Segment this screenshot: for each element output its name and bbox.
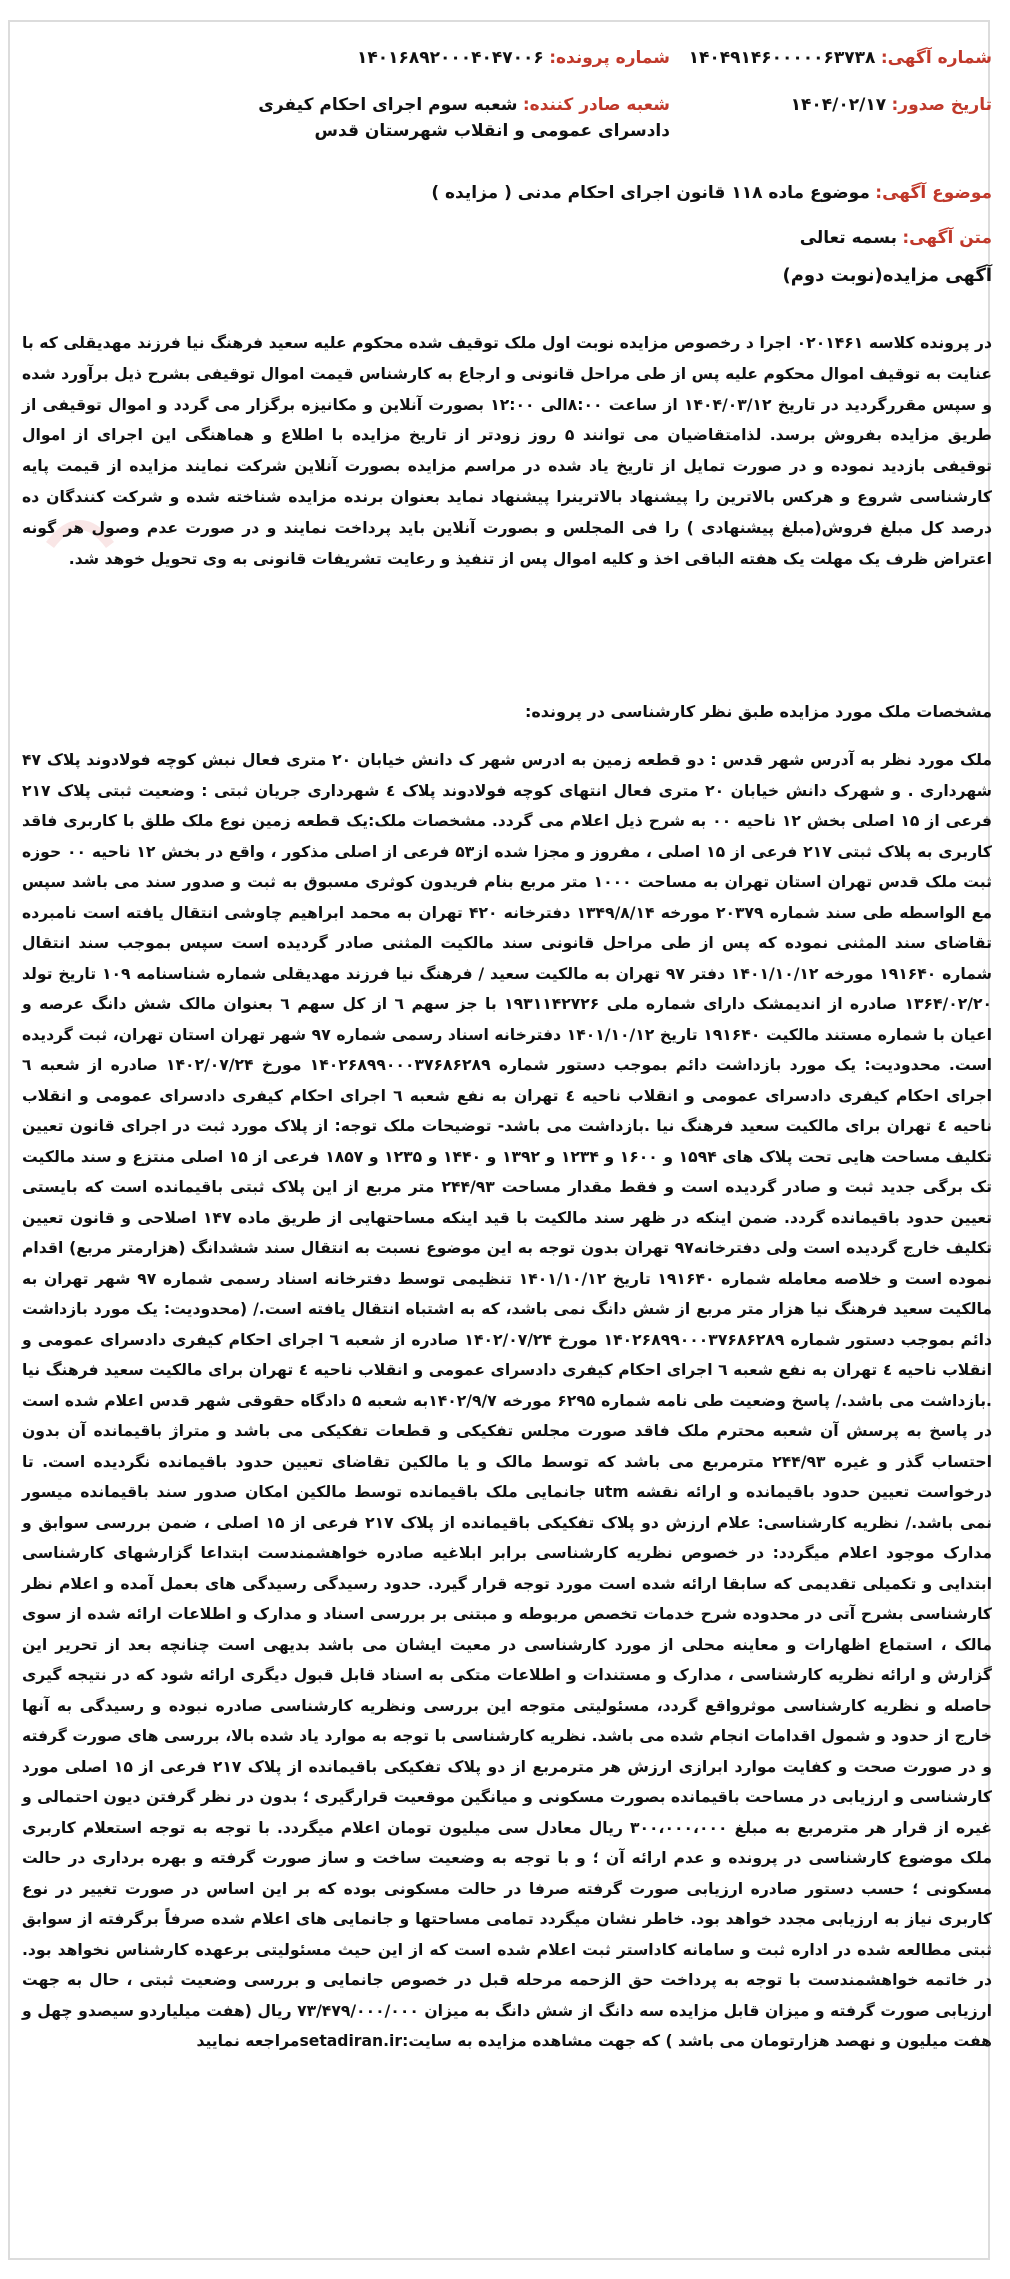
subject-row	[431, 180, 992, 206]
case-number-value: ۱۴۰۱۶۸۹۲۰۰۰۴۰۴۷۰۰۶	[357, 48, 544, 68]
subject-label: موضوع آگهی:	[875, 183, 992, 203]
text-label-row	[800, 225, 992, 251]
text-label: متن آگهی:	[902, 228, 992, 248]
specs-paragraph: ملک مورد نظر به آدرس شهر قدس : دو قطعه زمین به ادرس شهر ک دانش خیابان ۲۰ متری فعال نبش کوچه فولادوند پلاک ۴۷ شهرداری . و شهرک دانش خیابان ۲۰ متری فعال انتهای کوچه فولادوند پلاک ٤ شهرداری جریان ثبتی : وضعیت ثبتی پلاک ۲۱۷ فرعی از ۱۵ اصلی بخش ۱۲ ناحیه ۰۰ به شرح ذیل اعلام می گردد. مشخصات ملک:یک قطعه زمین نوع ملک طلق با کاربری فاقد کاربری به پلاک ثبتی ۲۱۷ فرعی از ۱۵ اصلی ، مفروز و مجزا شده از۵۳ فرعی از اصلی مذکور ، واقع در بخش ۱۲ ناحیه ۰۰ حوزه ثبت ملک قدس تهران استان تهران به مساحت ۱۰۰۰ متر مربع بنام فریدون کوثری مسبوق به ثبت و صدور سند می باشد سپس مع الواسطه طی سند شماره ۲۰۳۷۹ مورخه ۱۳۴۹/۸/۱۴ دفترخانه ۴۲۰ تهران به محمد ابراهیم چاوشی انتقال یافته است نامبرده تقاضای سند المثنی نموده که پس از طی مراحل قانونی سند مالکیت المثنی صادر گردیده است سپس بموجب سند انتقال شماره ۱۹۱۶۴۰ مورخه ۱۴۰۱/۱۰/۱۲ دفتر ۹۷ تهران به مالکیت سعید / فرهنگ نیا فرزند مهدیقلی شماره شناسنامه ۱۰۹ تاریخ تولد ۱۳۶۴/۰۲/۲۰ صادره از اندیمشک دارای شماره ملی ۱۹۳۱۱۴۲۷۲۶ با جز سهم ٦ از کل سهم ٦ بعنوان مالک شش دانگ عرصه و اعیان با شماره مستند مالکیت ۱۹۱۶۴۰ تاریخ ۱۴۰۱/۱۰/۱۲ دفترخانه اسناد رسمی شماره ۹۷ شهر تهران استان تهران، ثبت گردیده است. محدودیت: یک مورد بازداشت دائم بموجب دستور شماره ۱۴۰۲۶۸۹۹۰۰۰۳۷۶۸۶۲۸۹ مورخ ۱۴۰۲/۰۷/۲۴ صادره از شعبه ٦ اجرای احکام کیفری دادسرای عمومی و انقلاب ناحیه ٤ تهران به نفع شعبه ٦ اجرای احکام کیفری دادسرای عمومی و انقلاب ناحیه ٤ تهران برای مالکیت سعید فرهنگ نیا .بازداشت می باشد- توضیحات ملک توجه: از پلاک مورد ثبت در اجرای قانون تعیین تکلیف مساحت هایی تحت پلاک های ۱۵۹۴ و ۱۶۰۰ و ۱۲۳۴ و ۱۳۹۲ و ۱۴۴۰ و ۱۲۳۵ و ۱۸۵۷ فرعی از ۱۵ اصلی منتزع و سند مالکیت تک برگی جدید ثبت و صادر گردیده است و فقط مقدار مساحت ۲۴۴/۹۳ متر مربع از این پلاک ثبتی باقیمانده است که بایستی تعیین حدود باقیمانده گردد. ضمن اینکه در ظهر سند مالکیت با قید اینکه مساحتهایی از طریق ماده ۱۴۷ اصلاحی و قانون تعیین تکلیف خارج گردیده است ولی دفترخانه۹۷ تهران بدون توجه به این موضوع نسبت به انتقال سند ششدانگ (هزارمتر مربع) اقدام نموده است و خلاصه معامله شماره ۱۹۱۶۴۰ تاریخ ۱۴۰۱/۱۰/۱۲ تنظیمی توسط دفترخانه اسناد رسمی شماره ۹۷ شهر تهران به مالکیت سعید فرهنگ نیا هزار متر مربع از شش دانگ نمی باشد، که به اشتباه انتقال یافته است./ (محدودیت: یک مورد بازداشت دائم بموجب دستور شماره ۱۴۰۲۶۸۹۹۰۰۰۳۷۶۸۶۲۸۹ مورخ ۱۴۰۲/۰۷/۲۴ صادره از شعبه ٦ اجرای احکام کیفری دادسرای عمومی و انقلاب ناحیه ٤ تهران به نفع شعبه ٦ اجرای احکام کیفری دادسرای عمومی و انقلاب ناحیه ٤ تهران برای مالکیت سعید فرهنگ نیا .بازداشت می باشد./ پاسخ وضعیت طی نامه شماره ۶۲۹۵ مورخه ۱۴۰۲/۹/۷به شعبه ۵ دادگاه حقوقی شهر قدس اعلام شده است در پاسخ به پرسش آن شعبه محترم ملک فاقد صورت مجلس تفکیکی و قطعات تفکیکی می باشد و متراژ باقیمانده آن بدون احتساب گذر و غیره ۲۴۴/۹۳ مترمربع می باشد که توسط مالک و یا مالکین تقاضای تعیین حدود باقیمانده نگردیده است. تا درخواست تعیین حدود باقیمانده و ارائه نقشه utm جانمایی ملک باقیمانده توسط مالکین امکان صدور سند باقیمانده میسور نمی باشد./ نظریه کارشناسی: علام ارزش دو پلاک تفکیکی باقیمانده از پلاک ۲۱۷ فرعی از ۱۵ اصلی ، ضمن بررسی سوابق و مدارک موجود اعلام میگردد: در خصوص نظریه کارشناسی برابر ابلاغیه صادره خواهشمندست ابتداعا گزارشهای کارشناسی ابتدایی و تکمیلی تقدیمی که سابقا ارائه شده است مورد توجه قرار گیرد. حدود رسیدگی رسیدگی های بعمل آمده و اعلام نظر کارشناسی بشرح آتی در محدوده شرح خدمات تخصص مربوطه و مبتنی بر بررسی اسناد و مدارک و اطلاعات ارائه شده از سوی مالک ، استماع اظهارات و معاینه محلی از مورد کارشناسی در معیت ایشان می باشد بدیهی است چنانچه بعد از تحریر این گزارش و ارائه نظریه کارشناسی ، مدارک و مستندات و اطلاعات متکی به اسناد قابل قبول دیگری ارائه شود که در نتیجه گیری حاصله و نظریه کارشناسی موثرواقع گردد، مسئولیتی متوجه این بررسی ونظریه کارشناسی صادره نبوده و رسیدگی به آنها خارج از حدود و شمول اقدامات انجام شده می باشد. نظریه کارشناسی با توجه به موارد یاد شده بالا، بررسی های صورت گرفته و در صورت صحت و کفایت موارد ابرازی ارزش هر مترمربع از دو پلاک تفکیکی باقیمانده از پلاک ۲۱۷ فرعی از ۱۵ اصلی مورد کارشناسی و ارزیابی در مساحت باقیمانده بصورت مسکونی و میانگین موقعیت قرارگیری ؛ بدون در نظر گرفتن دیون احتمالی و غیره از قرار هر مترمربع به مبلغ ۳۰۰،۰۰۰،۰۰۰ ریال معادل سی میلیون تومان اعلام میگردد. با توجه به توجه استعلام کاربری ملک موضوع کارشناسی در پرونده و عدم ارائه آن ؛ و با توجه به وضعیت ساخت و ساز صورت گرفته و بهره برداری در حالت مسکونی ؛ حسب دستور صادره ارزیابی صورت گرفته صرفا در حالت مسکونی بوده که بر این اساس در صورت تغییر در نوع کاربری نیاز به ارزیابی مجدد خواهد بود. خاطر نشان میگردد تمامی مساحتها و جانمایی های اعلام شده صرفاً برگرفته از سوابق ثبتی مطالعه شده در اداره ثبت و سامانه کاداستر ثبت اعلام شده است که از این حیث مسئولیتی برعهده کارشناس نخواهد بود. در خاتمه خواهشمندست با توجه به پرداخت حق الزحمه مرحله قبل در خصوص جانمایی و بررسی وضعیت ثبتی ، حال به جهت ارزیابی صورت گرفته و میزان قابل مزایده سه دانگ از شش دانگ به میزان ۷۳/۴۷۹/۰۰۰/۰۰۰ ریال (هفت میلیاردو سیصدو چهل و هفت میلیون و نهصد هزارتومان می باشد ) که جهت مشاهده مزایده به سایت:setadiran.irمراجعه نمایید	[22, 751, 993, 2050]
issue-date-row	[791, 92, 992, 118]
ad-number-label: شماره آگهی:	[880, 48, 992, 68]
subject-value: موضوع ماده ۱۱۸ قانون اجرای احکام مدنی ( مزایده )	[431, 183, 870, 203]
ad-title: آگهی مزایده(نوبت دوم)	[782, 265, 992, 286]
ad-number-row	[689, 45, 992, 71]
intro-paragraph: در پرونده کلاسه ۰۲۰۱۴۶۱ اجرا د رخصوص مزایده نوبت اول ملک توقیف شده محکوم علیه سعید فرهنگ نیا فرزند مهدیقلی که با عنایت به توقیف اموال محکوم علیه پس از طی مراحل قانونی و ارجاع به کارشناس قیمت اموال توقیفی بشرح ذیل برآورد شده و سپس مقررگردید در تاریخ ۱۴۰۴/۰۳/۱۲ از ساعت ۸:۰۰الی ۱۲:۰۰ بصورت آنلاین و مکانیزه برگزار می گردد و اموال توقیفی از طریق مزایده بفروش برسد. لذامتقاضیان می توانند ۵ روز زودتر از تاریخ مزایده با اطلاع و هماهنگی این اجرای از اموال توقیفی بازدید نموده و در صورت تمایل از تاریخ یاد شده در مراسم مزایده بصورت آنلاین شرکت نمایند مزایده از قیمت پایه کارشناسی شروع و هرکس بالاترین را پیشنهاد بالاترینرا پیشنهاد نماید بعنوان برنده مزایده شناخته شده و شرکت کنندگان ده درصد کل مبلغ فروش(مبلغ پیشنهادی ) را فی المجلس و بصورت آنلاین باید پرداخت نمایند و در صورت عدم وصول هر گونه اعتراض ظرف یک مهلت یک هفته الباقی اخذ و کلیه اموال پس از تنفیذ و رعایت تشریفات قانونی به وی تحویل خوهد شد.	[22, 334, 993, 568]
text-value: بسمه تعالی	[799, 228, 897, 248]
case-number-row	[357, 45, 670, 71]
issue-date-value: ۱۴۰۴/۰۲/۱۷	[790, 95, 887, 115]
issue-date-label: تاریخ صدور:	[891, 95, 992, 115]
issuer-row	[200, 92, 670, 144]
issuer-label: شعبه صادر کننده:	[522, 95, 670, 115]
specs-title: مشخصات ملک مورد مزایده طبق نظر کارشناسی در پرونده:	[524, 702, 992, 721]
ad-number-value: ۱۴۰۴۹۱۴۶۰۰۰۰۰۶۳۷۳۸	[688, 48, 876, 68]
case-number-label: شماره پرونده:	[549, 48, 670, 68]
issuer-value: شعبه سوم اجرای احکام کیفری دادسرای عمومی و انقلاب شهرستان قدس	[258, 95, 670, 141]
